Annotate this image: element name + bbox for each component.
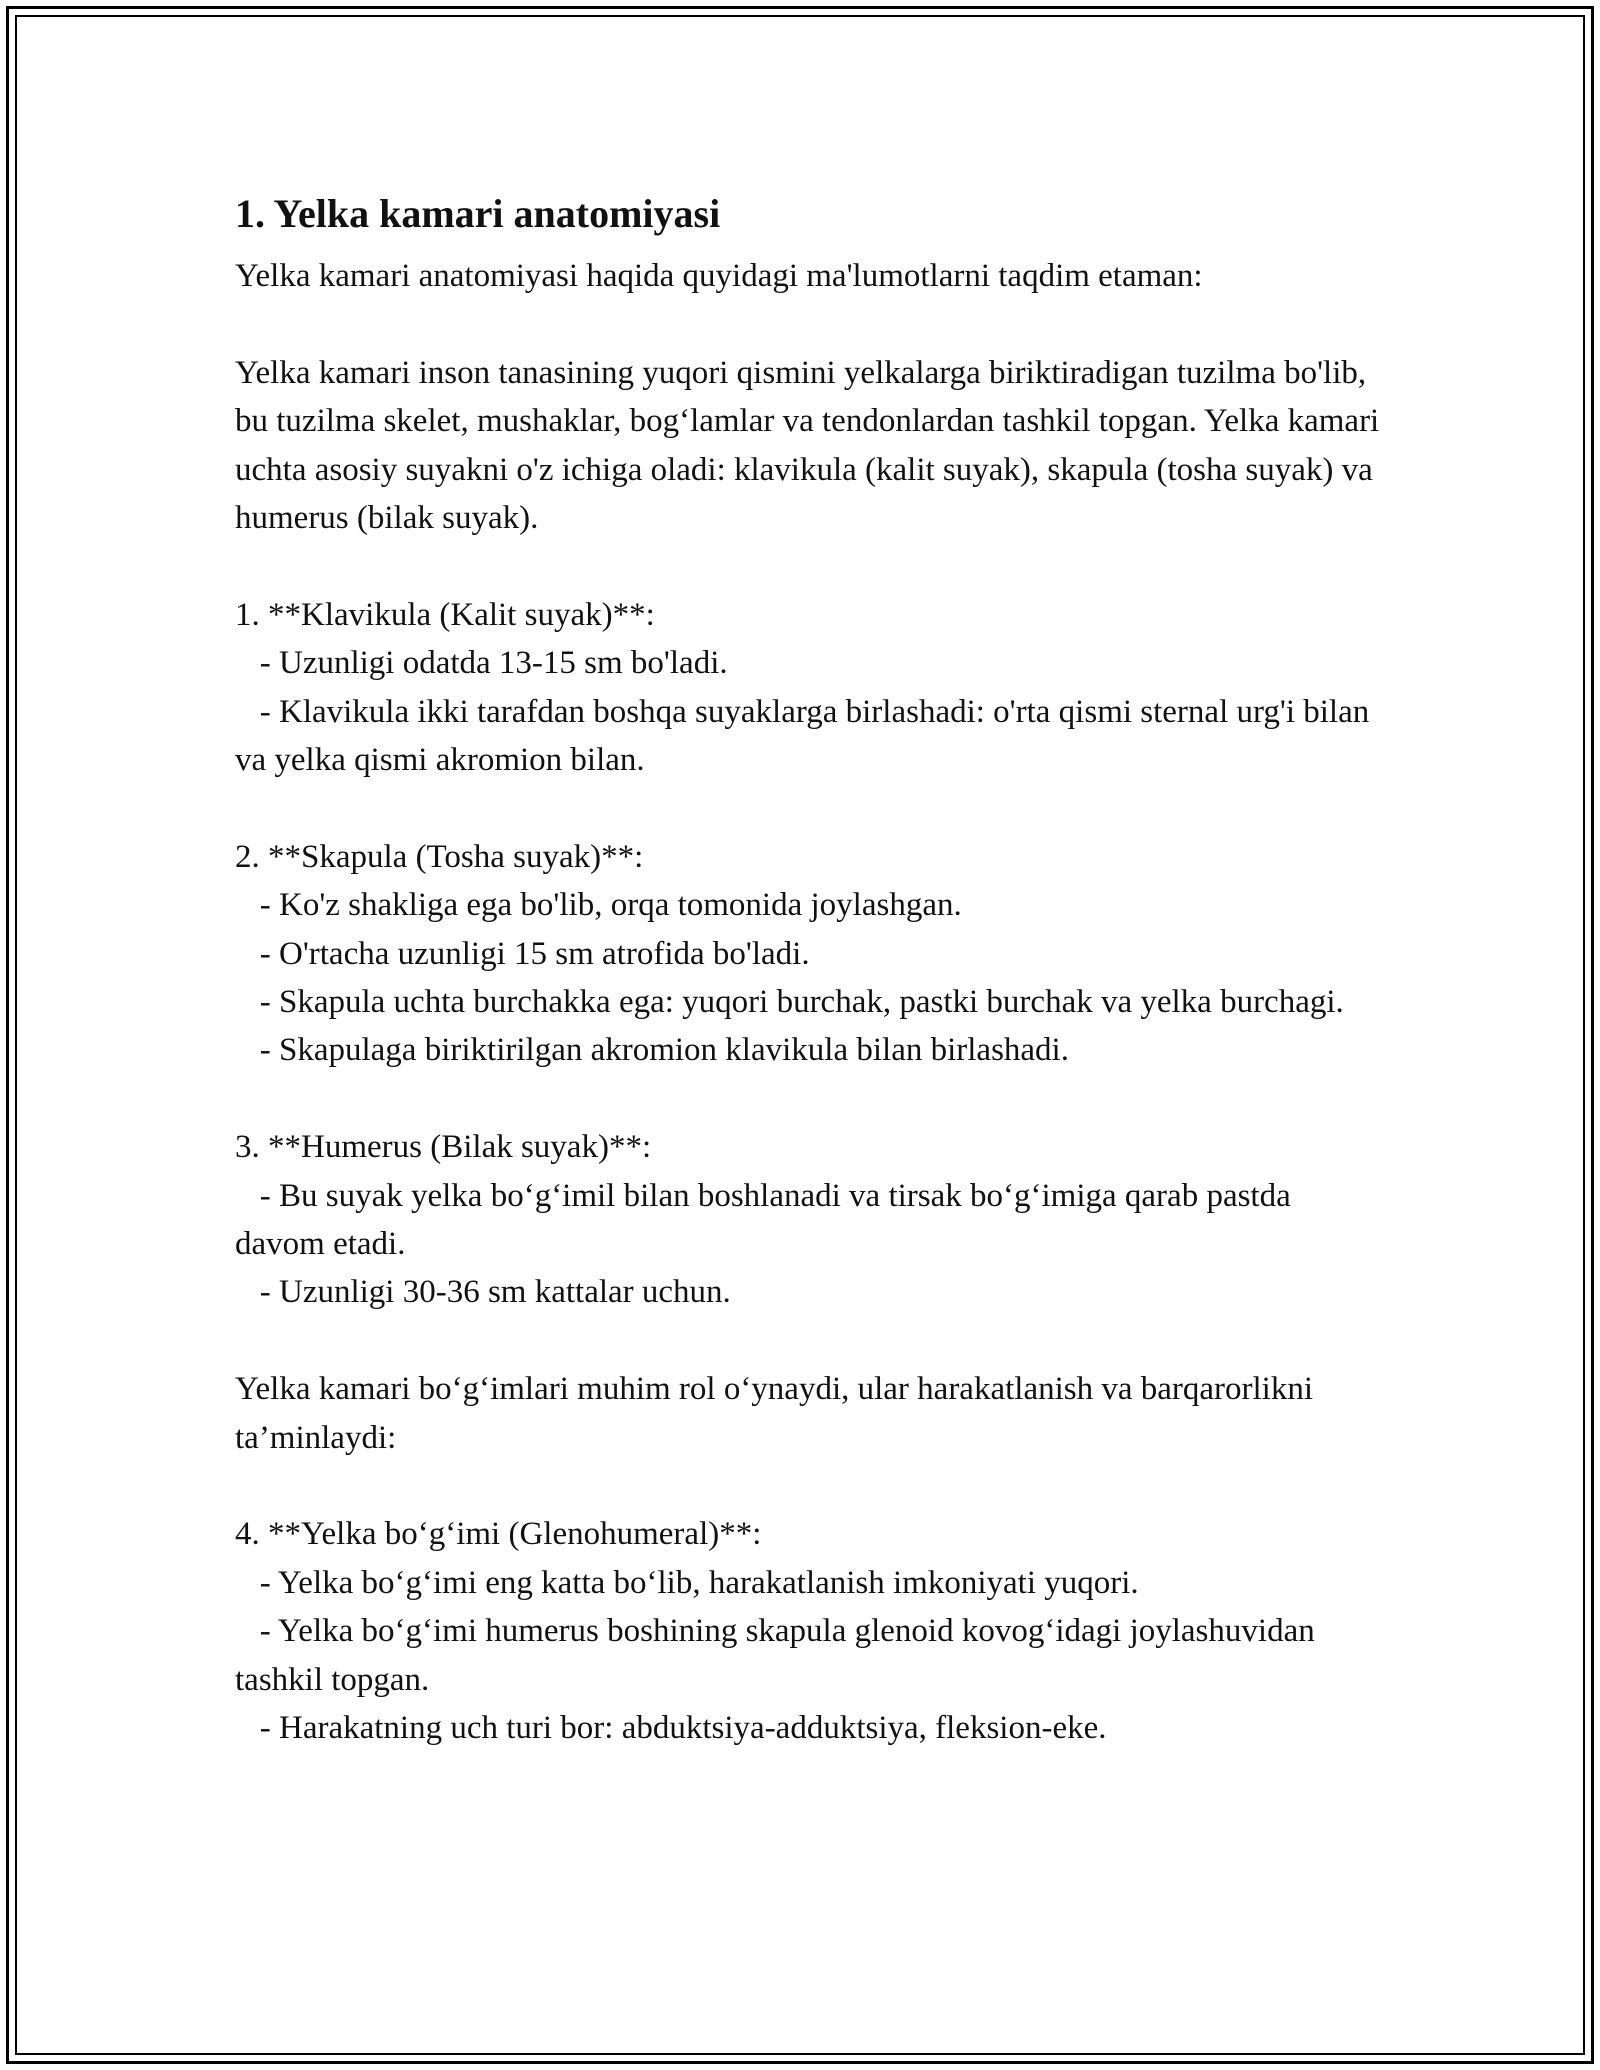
spacer (235, 1462, 1385, 1510)
section-skapula (235, 833, 1385, 1075)
section-humerus (235, 1123, 1385, 1317)
list-item: - Ko'z shakliga ega bo'lib, orqa tomonida joylashgan. (235, 887, 962, 924)
section-yelka-bogimi (235, 1510, 1385, 1752)
section-klavikula (235, 591, 1385, 785)
list-item: - Klavikula ikki tarafdan boshqa suyaklarga birlashadi: o'rta qismi sternal urg'i bilan va yelka qismi akromion bilan. (235, 693, 1378, 779)
spacer (235, 1075, 1385, 1123)
intro-paragraph: Yelka kamari anatomiyasi haqida quyidagi ma'lumotlarni taqdim etaman: (235, 258, 1203, 294)
spacer (235, 1317, 1385, 1365)
list-item: - Uzunligi 30-36 sm kattalar uchun. (235, 1274, 731, 1311)
section-heading: 2. **Skapula (Tosha suyak)**: (235, 838, 644, 875)
list-item: - Skapulaga biriktirilgan akromion klavikula bilan birlashadi. (235, 1032, 1069, 1069)
spacer (235, 300, 1385, 348)
list-item: - Bu suyak yelka bo‘g‘imil bilan boshlanadi va tirsak bo‘g‘imiga qarab pastda davom etadi. (235, 1177, 1299, 1263)
list-item: - Skapula uchta burchakka ega: yuqori burchak, pastki burchak va yelka burchagi. (235, 984, 1344, 1021)
list-item: - Harakatning uch turi bor: abduktsiya-adduktsiya, fleksion-eke. (235, 1710, 1107, 1747)
section-heading: 4. **Yelka bo‘g‘imi (Glenohumeral)**: (235, 1516, 762, 1553)
list-item: - Yelka bo‘g‘imi eng katta bo‘lib, harakatlanish imkoniyati yuqori. (235, 1564, 1139, 1601)
list-item: - Yelka bo‘g‘imi humerus boshining skapula glenoid kovog‘idagi joylashuvidan tashkil topgan. (235, 1613, 1323, 1698)
joints-intro-paragraph: Yelka kamari bo‘g‘imlari muhim rol o‘ynaydi, ular harakatlanish va barqarorlikni ta’minlaydi: (235, 1371, 1322, 1456)
list-item: - Uzunligi odatda 13-15 sm bo'ladi. (235, 645, 728, 682)
document-body (235, 186, 1388, 1753)
overview-paragraph: Yelka kamari inson tanasining yuqori qismini yelkalarga biriktiradigan tuzilma bo'lib, bu tuzilma skelet, mushaklar, bog‘lamlar va tendonlardan tashkil topgan. Yelka kamari uchta asosiy suyakni o'z ichiga oladi: klavikula (kalit suyak), skapula (tosha suyak) va humerus (bilak suyak). (235, 354, 1388, 537)
spacer (235, 542, 1385, 590)
section-heading: 1. **Klavikula (Kalit suyak)**: (235, 596, 655, 633)
list-item: - O'rtacha uzunligi 15 sm atrofida bo'ladi. (235, 935, 810, 972)
document-title: 1. Yelka kamari anatomiyasi (235, 191, 721, 236)
spacer (235, 784, 1385, 832)
section-heading: 3. **Humerus (Bilak suyak)**: (235, 1129, 652, 1166)
